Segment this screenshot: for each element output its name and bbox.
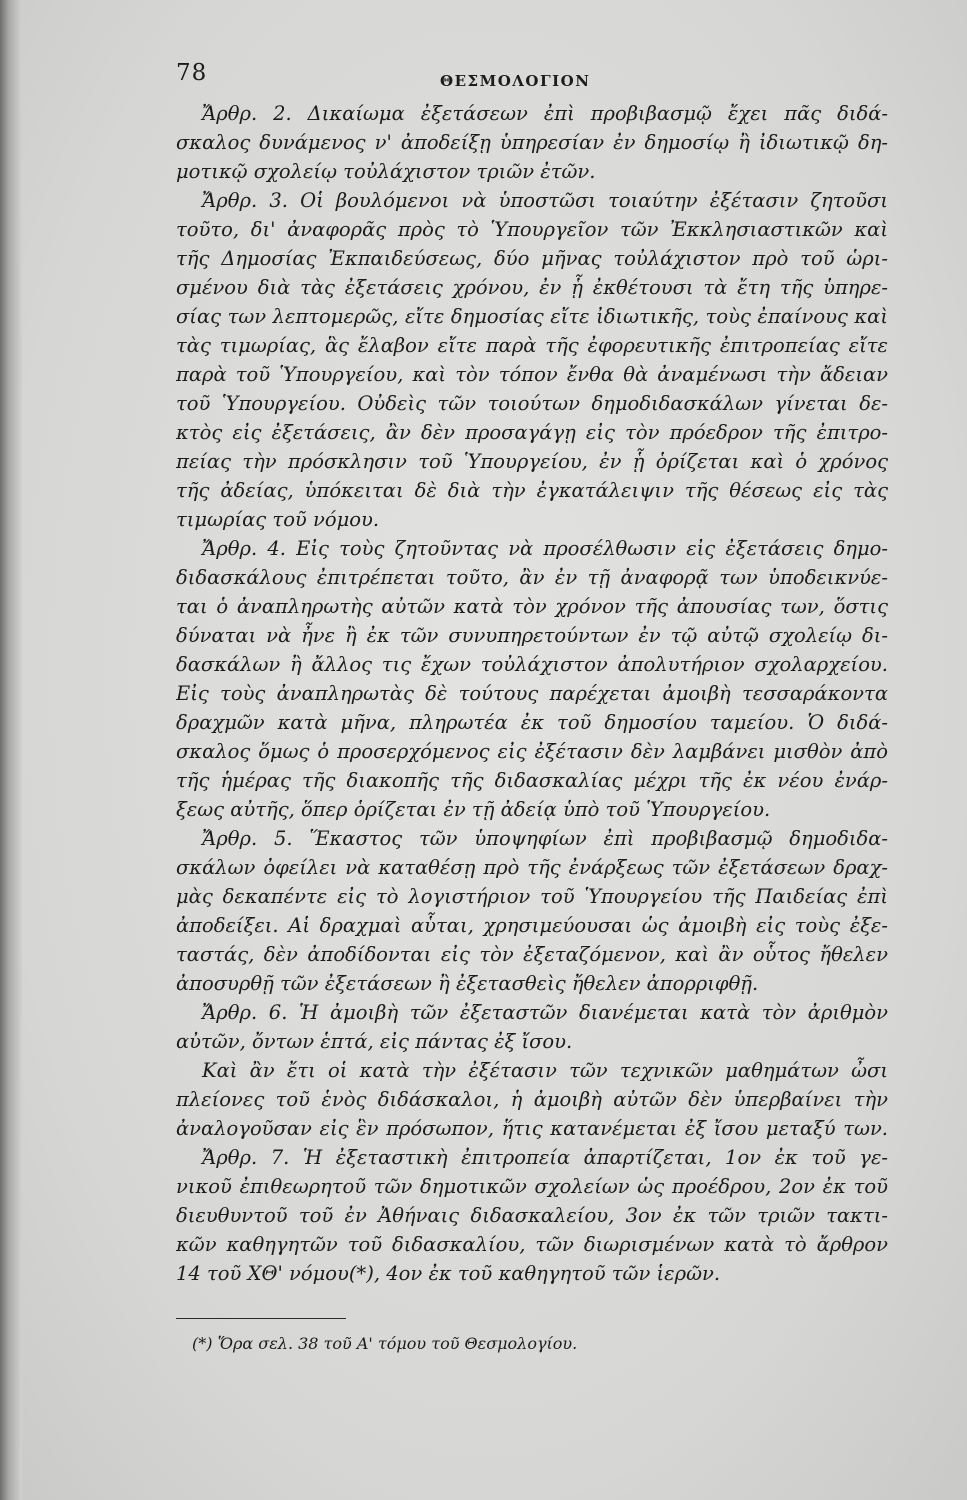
text-line: νικοῦ ἐπιθεωρητοῦ τῶν δημοτικῶν σχολείων ὡς προέδρου, 2ον ἐκ τοῦ bbox=[176, 1175, 888, 1198]
text-line: Καὶ ἂν ἔτι οἱ κατὰ τὴν ἐξέτασιν τῶν τεχνικῶν μαθημάτων ὦσι bbox=[202, 1059, 888, 1082]
text-line: Ἄρθρ. 6. Ἡ ἀμοιβὴ τῶν ἐξεταστῶν διανέμεται κατὰ τὸν ἀριθμὸν bbox=[202, 1001, 888, 1024]
text-line: πλείονες τοῦ ἑνὸς διδάσκαλοι, ἡ ἀμοιβὴ αὐτῶν δὲν ὑπερβαίνει τὴν bbox=[176, 1088, 888, 1111]
text-line: τοῦ Ὑπουργείου. Οὐδεὶς τῶν τοιούτων δημοδιδασκάλων γίνεται δε- bbox=[176, 392, 888, 415]
text-line: Ἄρθρ. 3. Οἱ βουλόμενοι νὰ ὑποστῶσι τοιαύτην ἐξέτασιν ζητοῦσι bbox=[202, 189, 888, 212]
text-line: σκαλος δυνάμενος ν' ἀποδείξῃ ὑπηρεσίαν ἐν δημοσίῳ ἢ ἰδιωτικῷ δη- bbox=[176, 131, 888, 154]
footnote: (*) Ὅρα σελ. 38 τοῦ Α' τόμου τοῦ Θεσμολογίου. bbox=[192, 1334, 578, 1353]
text-line: τῆς ἡμέρας τῆς διακοπῆς τῆς διδασκαλίας μέχρι τῆς ἐκ νέου ἐνάρ- bbox=[176, 769, 888, 792]
text-line: Ἄρθρ. 7. Ἡ ἐξεταστικὴ ἐπιτροπεία ἀπαρτίζεται, 1ον ἐκ τοῦ γε- bbox=[202, 1146, 888, 1169]
text-line: πείας τὴν πρόσκλησιν τοῦ Ὑπουργείου, ἐν ᾗ ὁρίζεται καὶ ὁ χρόνος bbox=[176, 450, 888, 473]
text-line: 14 τοῦ ΧΘ' νόμου(*), 4ον ἐκ τοῦ καθηγητοῦ τῶν ἱερῶν. bbox=[176, 1262, 721, 1285]
text-line: ἀναλογοῦσαν εἰς ἓν πρόσωπον, ἥτις κατανέμεται ἐξ ἴσου μεταξύ των. bbox=[176, 1117, 888, 1140]
body-text bbox=[176, 99, 888, 1288]
text-line: μὰς δεκαπέντε εἰς τὸ λογιστήριον τοῦ Ὑπουργείου τῆς Παιδείας ἐπὶ bbox=[176, 885, 888, 908]
text-line: σμένου διὰ τὰς ἐξετάσεις χρόνου, ἐν ᾗ ἐκθέτουσι τὰ ἔτη τῆς ὑπηρε- bbox=[176, 276, 888, 299]
text-line: τιμωρίας τοῦ νόμου. bbox=[176, 508, 380, 531]
text-line: δασκάλων ἢ ἄλλος τις ἔχων τοὐλάχιστον ἀπολυτήριον σχολαρχείου. bbox=[176, 653, 888, 676]
text-line: κτὸς εἰς ἐξετάσεις, ἂν δὲν προσαγάγῃ εἰς τὸν πρόεδρον τῆς ἐπιτρο- bbox=[176, 421, 888, 444]
text-line: Ἄρθρ. 4. Εἰς τοὺς ζητοῦντας νὰ προσέλθωσιν εἰς ἐξετάσεις δημο- bbox=[202, 537, 888, 560]
text-line: δύναται νὰ ἦνε ἢ ἐκ τῶν συνυπηρετούντων ἐν τῷ αὐτῷ σχολείῳ δι- bbox=[176, 624, 888, 647]
text-line: Εἰς τοὺς ἀναπληρωτὰς δὲ τούτους παρέχεται ἀμοιβὴ τεσσαράκοντα bbox=[176, 682, 888, 705]
text-line: Ἄρθρ. 5. Ἕκαστος τῶν ὑποψηφίων ἐπὶ προβιβασμῷ δημοδιδα- bbox=[202, 827, 888, 850]
text-line: δραχμῶν κατὰ μῆνα, πληρωτέα ἐκ τοῦ δημοσίου ταμείου. Ὁ διδά- bbox=[176, 711, 888, 734]
text-line: αὐτῶν, ὄντων ἑπτά, εἰς πάντας ἐξ ἴσου. bbox=[176, 1030, 573, 1053]
text-line: ταστάς, δὲν ἀποδίδονται εἰς τὸν ἐξεταζόμενον, καὶ ἂν οὗτος ἤθελεν bbox=[176, 943, 888, 966]
page-gutter-shadow bbox=[0, 0, 22, 1500]
text-line: διδασκάλους ἐπιτρέπεται τοῦτο, ἂν ἐν τῇ ἀναφορᾷ των ὑποδεικνύε- bbox=[176, 566, 888, 589]
footnote-divider bbox=[176, 1318, 346, 1319]
text-line: μοτικῷ σχολείῳ τοὐλάχιστον τριῶν ἐτῶν. bbox=[176, 160, 596, 183]
text-line: σκάλων ὀφείλει νὰ καταθέσῃ πρὸ τῆς ἐνάρξεως τῶν ἐξετάσεων δραχ- bbox=[176, 856, 888, 879]
text-line: διευθυντοῦ τοῦ ἐν Ἀθήναις διδασκαλείου, 3ον ἐκ τῶν τριῶν τακτι- bbox=[176, 1204, 888, 1227]
text-line: κῶν καθηγητῶν τοῦ διδασκαλίου, τῶν διωρισμένων κατὰ τὸ ἄρθρον bbox=[176, 1233, 888, 1256]
text-line: Ἄρθρ. 2. Δικαίωμα ἐξετάσεων ἐπὶ προβιβασμῷ ἔχει πᾶς διδά- bbox=[202, 102, 888, 125]
text-line: σκαλος ὅμως ὁ προσερχόμενος εἰς ἐξέτασιν δὲν λαμβάνει μισθὸν ἀπὸ bbox=[176, 740, 888, 763]
text-line: τοῦτο, δι' ἀναφορᾶς πρὸς τὸ Ὑπουργεῖον τῶν Ἐκκλησιαστικῶν καὶ bbox=[176, 218, 888, 241]
text-line: ξεως αὐτῆς, ὅπερ ὁρίζεται ἐν τῇ ἀδείᾳ ὑπὸ τοῦ Ὑπουργείου. bbox=[176, 798, 771, 821]
text-line: ἀποσυρθῇ τῶν ἐξετάσεων ἢ ἐξετασθεὶς ἤθελεν ἀπορριφθῇ. bbox=[176, 972, 759, 995]
text-line: τὰς τιμωρίας, ἃς ἔλαβον εἴτε παρὰ τῆς ἐφορευτικῆς ἐπιτροπείας εἴτε bbox=[176, 334, 888, 357]
text-line: τῆς Δημοσίας Ἐκπαιδεύσεως, δύο μῆνας τοὐλάχιστον πρὸ τοῦ ὡρι- bbox=[176, 247, 888, 270]
text-line: τῆς ἀδείας, ὑπόκειται δὲ διὰ τὴν ἐγκατάλειψιν τῆς θέσεως εἰς τὰς bbox=[176, 479, 888, 502]
text-line: παρὰ τοῦ Ὑπουργείου, καὶ τὸν τόπον ἔνθα θὰ ἀναμένωσι τὴν ἄδειαν bbox=[176, 363, 888, 386]
text-line: σίας των λεπτομερῶς, εἴτε δημοσίας εἴτε ἰδιωτικῆς, τοὺς ἐπαίνους καὶ bbox=[176, 305, 888, 328]
page-number: 78 bbox=[176, 60, 208, 86]
running-title: ΘΕΣΜΟΛΟΓΙΟΝ bbox=[440, 72, 591, 90]
text-line: ται ὁ ἀναπληρωτὴς αὐτῶν κατὰ τὸν χρόνον τῆς ἀπουσίας των, ὅστις bbox=[176, 595, 888, 618]
text-line: ἀποδείξει. Αἱ δραχμαὶ αὗται, χρησιμεύουσαι ὡς ἀμοιβὴ εἰς τοὺς ἐξε- bbox=[176, 914, 888, 937]
